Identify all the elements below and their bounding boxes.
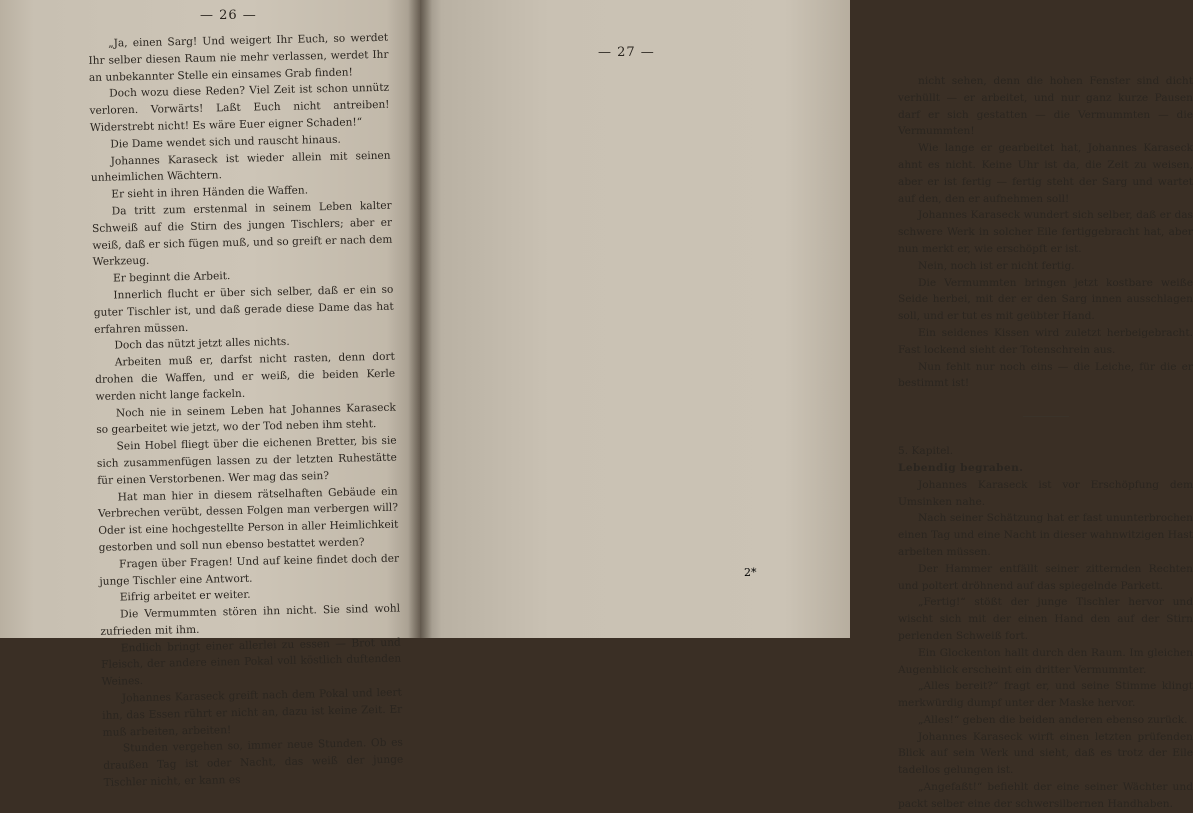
page-number-right: — 27 — xyxy=(598,45,655,60)
paragraph: Arbeiten muß er, darfst nicht rasten, denn dort drohen die Waffen, und er weiß, die beiden Kerle werden nicht lange fackeln. xyxy=(95,350,396,403)
paragraph: Die Dame wendet sich und rauscht hinaus. xyxy=(110,133,341,151)
paragraph: „Alles!“ geben die beiden anderen ebenso zurück. xyxy=(918,713,1188,726)
paragraph: Johannes Karaseck wundert sich selber, daß er das schwere Werk in solcher Eile fertiggebracht hat, aber nun merkt er, wie erschöpft er ist. xyxy=(898,209,1193,255)
paragraph: „Fertig!“ stößt der junge Tischler hervor und wischt sich mit der einen Hand den auf der Stirn perlenden Schweiß fort. xyxy=(898,596,1193,642)
paragraph: Johannes Karaseck ist vor Erschöpfung dem Umsinken nahe. xyxy=(898,478,1193,508)
left-page xyxy=(0,0,420,789)
paragraph: „Alles bereit?“ fragt er, und seine Stimme klingt merkwürdig dumpf unter der Maske hervor. xyxy=(898,680,1193,710)
right-page-text xyxy=(898,73,1193,813)
paragraph: Innerlich flucht er über sich selber, daß er ein so guter Tischler ist, und daß gerade diese Dame das hat erfahren müssen. xyxy=(93,283,394,336)
paragraph: Er beginnt die Arbeit. xyxy=(112,270,231,285)
signature-mark: 2* xyxy=(744,566,757,579)
paragraph: „Angefaßt!“ befiehlt der eine seiner Wächter und packt selber eine der schwersilbernen Handhaben. xyxy=(898,781,1193,810)
paragraph: Johannes Karaseck greift nach dem Pokal und leert ihn, das Essen rührt er nicht an, dazu ist keine Zeit. Er muß arbeiten, arbeiten! xyxy=(102,686,403,739)
paragraph: Endlich bringt einer allerlei zu essen — Brot und Fleisch, der andere einen Pokal voll köstlich duftenden Weines. xyxy=(101,636,402,689)
page-number-left: — 26 — xyxy=(200,8,257,23)
paragraph: Doch wozu diese Reden? Viel Zeit ist schon unnütz verloren. Vorwärts! Laßt Euch nicht antreiben! Widerstrebt nicht! Es wäre Euer eigner Schaden!“ xyxy=(89,82,390,134)
paragraph: Stunden vergehen so, immer neue Stunden. Ob es draußen Tag ist oder Nacht, das weiß der junge Tischler nicht, er kann es xyxy=(103,737,404,789)
section-divider xyxy=(1023,416,1069,417)
paragraph: Die Vermummten bringen jetzt kostbare weiße Seide herbei, mit der er den Sarg innen ausschlagen soll, und er tut es mit geübter Hand. xyxy=(898,276,1193,323)
paragraph: Doch das nützt jetzt alles nichts. xyxy=(114,336,290,352)
paragraph: Nun fehlt nur noch eins — die Leiche, für die er bestimmt ist! xyxy=(898,360,1193,390)
paragraph: Fragen über Fragen! Und auf keine findet doch der junge Tischler eine Antwort. xyxy=(99,552,400,588)
right-paragraphs-before xyxy=(898,73,1193,392)
paragraph: Nach seiner Schätzung hat er fast ununterbrochen einen Tag und eine Nacht in dieser wahnwitzigen Hast arbeiten müssen. xyxy=(898,512,1193,558)
chapter-number: 5. Kapitel. xyxy=(898,445,954,458)
paragraph: Eifrig arbeitet er weiter. xyxy=(119,589,251,604)
paragraph: Hat man hier in diesem rätselhaften Gebäude ein Verbrechen verübt, dessen Folgen man verbergen will? Oder ist eine hochgestellte Person in aller Heimlichkeit gestorben und soll nun ebenso bestattet werden? xyxy=(97,485,399,554)
paragraph: Der Hammer entfällt seiner zitternden Rechten und poltert dröhnend auf das spiegelnde Parkett. xyxy=(898,562,1193,592)
paragraph: Wie lange er gearbeitet hat, Johannes Karaseck ahnt es nicht. Keine Uhr ist da, die Zeit zu weisen, aber er ist fertig — fertig steht der Sarg und wartet auf den, den er aufnehmen soll! xyxy=(898,142,1193,205)
paragraph: Ein Glockenton hallt durch den Raum. Im gleichen Augenblick erscheint ein dritter Vermummter. xyxy=(898,646,1193,676)
paragraph: Er sieht in ihren Händen die Waffen. xyxy=(111,184,309,201)
book-gutter xyxy=(408,0,432,638)
paragraph: nicht sehen, denn die hohen Fenster sind dicht verhüllt — er arbeitet, und nur ganz kurze Pausen darf er sich gestatten — die Vermummten — die Vermummten! xyxy=(898,75,1193,138)
paragraph: Sein Hobel fliegt über die eichenen Bretter, bis sie sich zusammenfügen lassen zu der letzten Ruhestätte für einen Verstorbenen. Wer mag das sein? xyxy=(96,434,398,487)
paragraph: Ein seidenes Kissen wird zuletzt herbeigebracht. Fast lockend sieht der Totenschrein aus. xyxy=(898,326,1193,356)
paragraph: Johannes Karaseck wirft einen letzten prüfenden Blick auf sein Werk und sieht, daß es trotz der Eile tadellos gelungen ist. xyxy=(898,730,1193,777)
left-page-text xyxy=(88,30,404,792)
chapter-title: Lebendig begraben. xyxy=(898,461,1024,474)
paragraph: Nein, noch ist er nicht fertig. xyxy=(918,259,1075,272)
paragraph: Noch nie in seinem Leben hat Johannes Karaseck so gearbeitet wie jetzt, wo der Tod neben ihm steht. xyxy=(96,401,396,437)
right-paragraphs-after xyxy=(898,477,1193,813)
paragraph: Johannes Karaseck ist wieder allein mit seinen unheimlichen Wächtern. xyxy=(90,149,391,185)
paragraph: „Ja, einen Sarg! Und weigert Ihr Euch, so werdet Ihr selber diesen Raum nie mehr verlassen, werdet Ihr an unbekannter Stelle ein einsames Grab finden! xyxy=(88,31,389,84)
paragraph: Die Vermummten stören ihn nicht. Sie sind wohl zufrieden mit ihm. xyxy=(100,602,401,638)
paragraph: Da tritt zum erstenmal in seinem Leben kalter Schweiß auf die Stirn des jungen Tischlers; aber er weiß, daß er sich fügen muß, und so greift er nach dem Werkzeug. xyxy=(91,199,393,269)
right-page xyxy=(420,0,1193,810)
